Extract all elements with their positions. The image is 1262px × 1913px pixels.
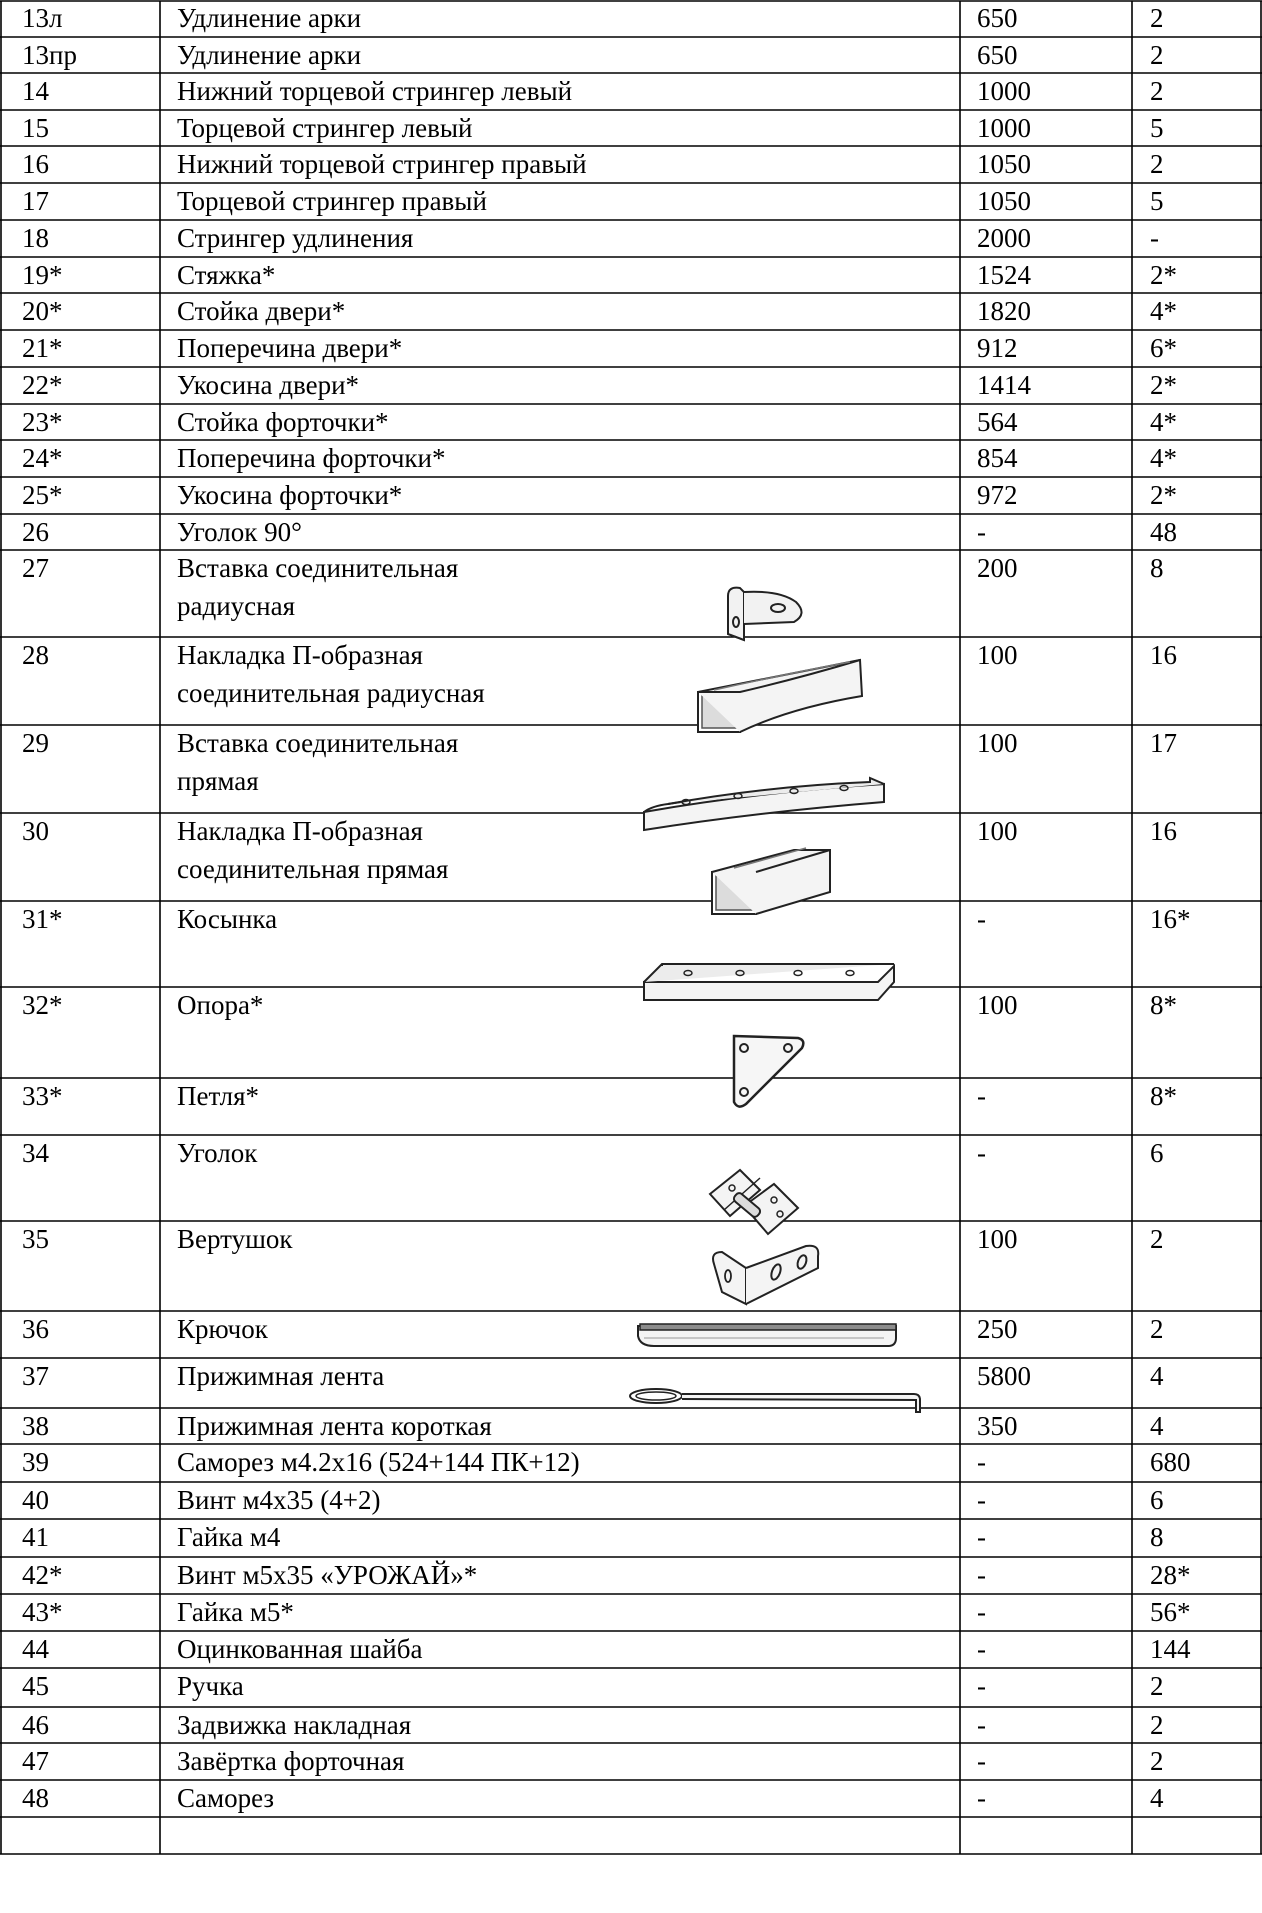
part-name: Вставка соединительная [177, 728, 459, 758]
radius-insert-icon [690, 654, 870, 736]
row-number: 32* [22, 990, 63, 1020]
turn-latch-icon [634, 1316, 902, 1358]
part-quantity: 2 [1150, 1746, 1164, 1776]
part-length: 1524 [977, 260, 1031, 290]
part-length: 1000 [977, 113, 1031, 143]
part-length: 1000 [977, 76, 1031, 106]
part-name: Стойка форточки* [177, 407, 389, 437]
row-number: 13пр [22, 40, 77, 70]
row-number: 38 [22, 1411, 49, 1441]
hook-icon [624, 1382, 930, 1418]
part-quantity: 17 [1150, 728, 1177, 758]
row-number: 33* [22, 1081, 63, 1111]
part-name: Задвижка накладная [177, 1710, 412, 1740]
part-name: Прижимная лента [177, 1361, 385, 1391]
row-number: 31* [22, 904, 63, 934]
part-quantity: 4* [1150, 296, 1177, 326]
part-name: Уголок 90° [177, 517, 302, 547]
row-number: 35 [22, 1224, 49, 1254]
part-length: 854 [977, 443, 1018, 473]
part-name: Вертушок [177, 1224, 293, 1254]
part-length: - [977, 1634, 986, 1664]
row-number: 21* [22, 333, 63, 363]
part-name: Крючок [177, 1314, 268, 1344]
part-quantity: 8* [1150, 990, 1177, 1020]
part-length: - [977, 1522, 986, 1552]
corner-bracket-90-icon [720, 582, 836, 652]
part-name: Торцевой стрингер левый [177, 113, 473, 143]
part-quantity: 2 [1150, 1224, 1164, 1254]
row-number: 26 [22, 517, 49, 547]
part-quantity: 6 [1150, 1138, 1164, 1168]
row-number: 14 [22, 76, 49, 106]
row-number: 22* [22, 370, 63, 400]
row-number: 25* [22, 480, 63, 510]
row-number: 40 [22, 1485, 49, 1515]
door-hinge-icon [702, 1166, 806, 1242]
part-quantity: 8 [1150, 553, 1164, 583]
row-number: 42* [22, 1560, 63, 1590]
row-number: 45 [22, 1671, 49, 1701]
part-quantity: 48 [1150, 517, 1177, 547]
part-name-line2: соединительная радиусная [177, 678, 485, 708]
part-quantity: 4 [1150, 1783, 1164, 1813]
part-length: - [977, 1081, 986, 1111]
row-number: 13л [22, 3, 63, 33]
part-name: Нижний торцевой стрингер левый [177, 76, 573, 106]
part-quantity: 2 [1150, 149, 1164, 179]
row-number: 30 [22, 816, 49, 846]
part-quantity: 2 [1150, 3, 1164, 33]
part-quantity: 4 [1150, 1361, 1164, 1391]
part-name: Поперечина двери* [177, 333, 403, 363]
part-name: Накладка П-образная [177, 816, 423, 846]
part-quantity: 4* [1150, 407, 1177, 437]
angle-bracket-icon [706, 1240, 826, 1308]
part-quantity: 6 [1150, 1485, 1164, 1515]
part-name: Стрингер удлинения [177, 223, 414, 253]
part-quantity: 680 [1150, 1447, 1191, 1477]
part-length: 972 [977, 480, 1018, 510]
part-quantity: - [1150, 223, 1159, 253]
part-length: 100 [977, 816, 1018, 846]
row-number: 19* [22, 260, 63, 290]
row-number: 48 [22, 1783, 49, 1813]
radius-u-plate-icon [638, 772, 894, 834]
part-quantity: 2 [1150, 1314, 1164, 1344]
row-number: 20* [22, 296, 63, 326]
part-quantity: 5 [1150, 113, 1164, 143]
part-length: - [977, 1138, 986, 1168]
part-quantity: 4* [1150, 443, 1177, 473]
row-number: 28 [22, 640, 49, 670]
part-quantity: 2 [1150, 40, 1164, 70]
part-name: Опора* [177, 990, 264, 1020]
part-name: Винт м5х35 «УРОЖАЙ»* [177, 1560, 478, 1590]
part-length: - [977, 1447, 986, 1477]
part-length: 1820 [977, 296, 1031, 326]
part-quantity: 16* [1150, 904, 1191, 934]
part-quantity: 2 [1150, 1671, 1164, 1701]
row-number: 27 [22, 553, 49, 583]
part-name: Уголок [177, 1138, 258, 1168]
part-length: - [977, 517, 986, 547]
part-quantity: 4 [1150, 1411, 1164, 1441]
part-name-line2: радиусная [177, 591, 296, 621]
part-name: Прижимная лента короткая [177, 1411, 492, 1441]
row-number: 18 [22, 223, 49, 253]
part-name: Петля* [177, 1081, 260, 1111]
part-name: Удлинение арки [177, 3, 362, 33]
row-number: 36 [22, 1314, 49, 1344]
part-quantity: 2* [1150, 370, 1177, 400]
part-quantity: 5 [1150, 186, 1164, 216]
row-number: 23* [22, 407, 63, 437]
row-number: 34 [22, 1138, 49, 1168]
row-number: 17 [22, 186, 49, 216]
part-length: 100 [977, 640, 1018, 670]
part-name: Винт м4х35 (4+2) [177, 1485, 381, 1515]
part-length: 912 [977, 333, 1018, 363]
part-quantity: 28* [1150, 1560, 1191, 1590]
part-name: Саморез [177, 1783, 275, 1813]
part-quantity: 8 [1150, 1522, 1164, 1552]
part-length: - [977, 904, 986, 934]
part-name: Стойка двери* [177, 296, 346, 326]
part-length: 2000 [977, 223, 1031, 253]
gusset-plate-icon [724, 1030, 808, 1112]
part-name: Торцевой стрингер правый [177, 186, 487, 216]
part-length: 200 [977, 553, 1018, 583]
row-number: 29 [22, 728, 49, 758]
part-quantity: 6* [1150, 333, 1177, 363]
part-name: Гайка м5* [177, 1597, 294, 1627]
part-name: Поперечина форточки* [177, 443, 446, 473]
part-name-line2: прямая [177, 766, 259, 796]
row-number: 15 [22, 113, 49, 143]
part-quantity: 2* [1150, 260, 1177, 290]
part-length: 100 [977, 1224, 1018, 1254]
part-name: Гайка м4 [177, 1522, 281, 1552]
part-name-line2: соединительная прямая [177, 854, 449, 884]
part-quantity: 2 [1150, 76, 1164, 106]
part-quantity: 144 [1150, 1634, 1191, 1664]
part-length: 5800 [977, 1361, 1031, 1391]
row-number: 39 [22, 1447, 49, 1477]
part-name: Саморез м4.2х16 (524+144 ПК+12) [177, 1447, 580, 1477]
part-name: Ручка [177, 1671, 244, 1701]
part-length: 650 [977, 3, 1018, 33]
row-number: 47 [22, 1746, 49, 1776]
part-length: - [977, 1746, 986, 1776]
part-length: - [977, 1597, 986, 1627]
part-length: 100 [977, 990, 1018, 1020]
straight-insert-icon [706, 846, 836, 918]
part-name: Косынка [177, 904, 278, 934]
part-length: 1414 [977, 370, 1031, 400]
part-name: Нижний торцевой стрингер правый [177, 149, 587, 179]
part-quantity: 2* [1150, 480, 1177, 510]
part-name: Удлинение арки [177, 40, 362, 70]
part-length: 350 [977, 1411, 1018, 1441]
part-length: 650 [977, 40, 1018, 70]
part-length: 250 [977, 1314, 1018, 1344]
part-quantity: 16 [1150, 816, 1177, 846]
part-name: Стяжка* [177, 260, 276, 290]
row-number: 41 [22, 1522, 49, 1552]
part-quantity: 56* [1150, 1597, 1191, 1627]
part-length: - [977, 1671, 986, 1701]
row-number: 16 [22, 149, 49, 179]
part-length: 100 [977, 728, 1018, 758]
part-length: - [977, 1710, 986, 1740]
part-length: - [977, 1783, 986, 1813]
part-length: - [977, 1560, 986, 1590]
part-name: Оцинкованная шайба [177, 1634, 423, 1664]
row-number: 37 [22, 1361, 49, 1391]
part-quantity: 16 [1150, 640, 1177, 670]
straight-u-plate-icon [638, 952, 904, 1014]
part-name: Накладка П-образная [177, 640, 423, 670]
row-number: 44 [22, 1634, 49, 1664]
part-name: Укосина форточки* [177, 480, 403, 510]
part-length: 1050 [977, 186, 1031, 216]
row-number: 46 [22, 1710, 49, 1740]
part-length: 564 [977, 407, 1018, 437]
part-length: - [977, 1485, 986, 1515]
row-number: 24* [22, 443, 63, 473]
part-name: Вставка соединительная [177, 553, 459, 583]
part-name: Завёртка форточная [177, 1746, 405, 1776]
part-quantity: 8* [1150, 1081, 1177, 1111]
part-length: 1050 [977, 149, 1031, 179]
row-number: 43* [22, 1597, 63, 1627]
part-name: Укосина двери* [177, 370, 360, 400]
part-quantity: 2 [1150, 1710, 1164, 1740]
